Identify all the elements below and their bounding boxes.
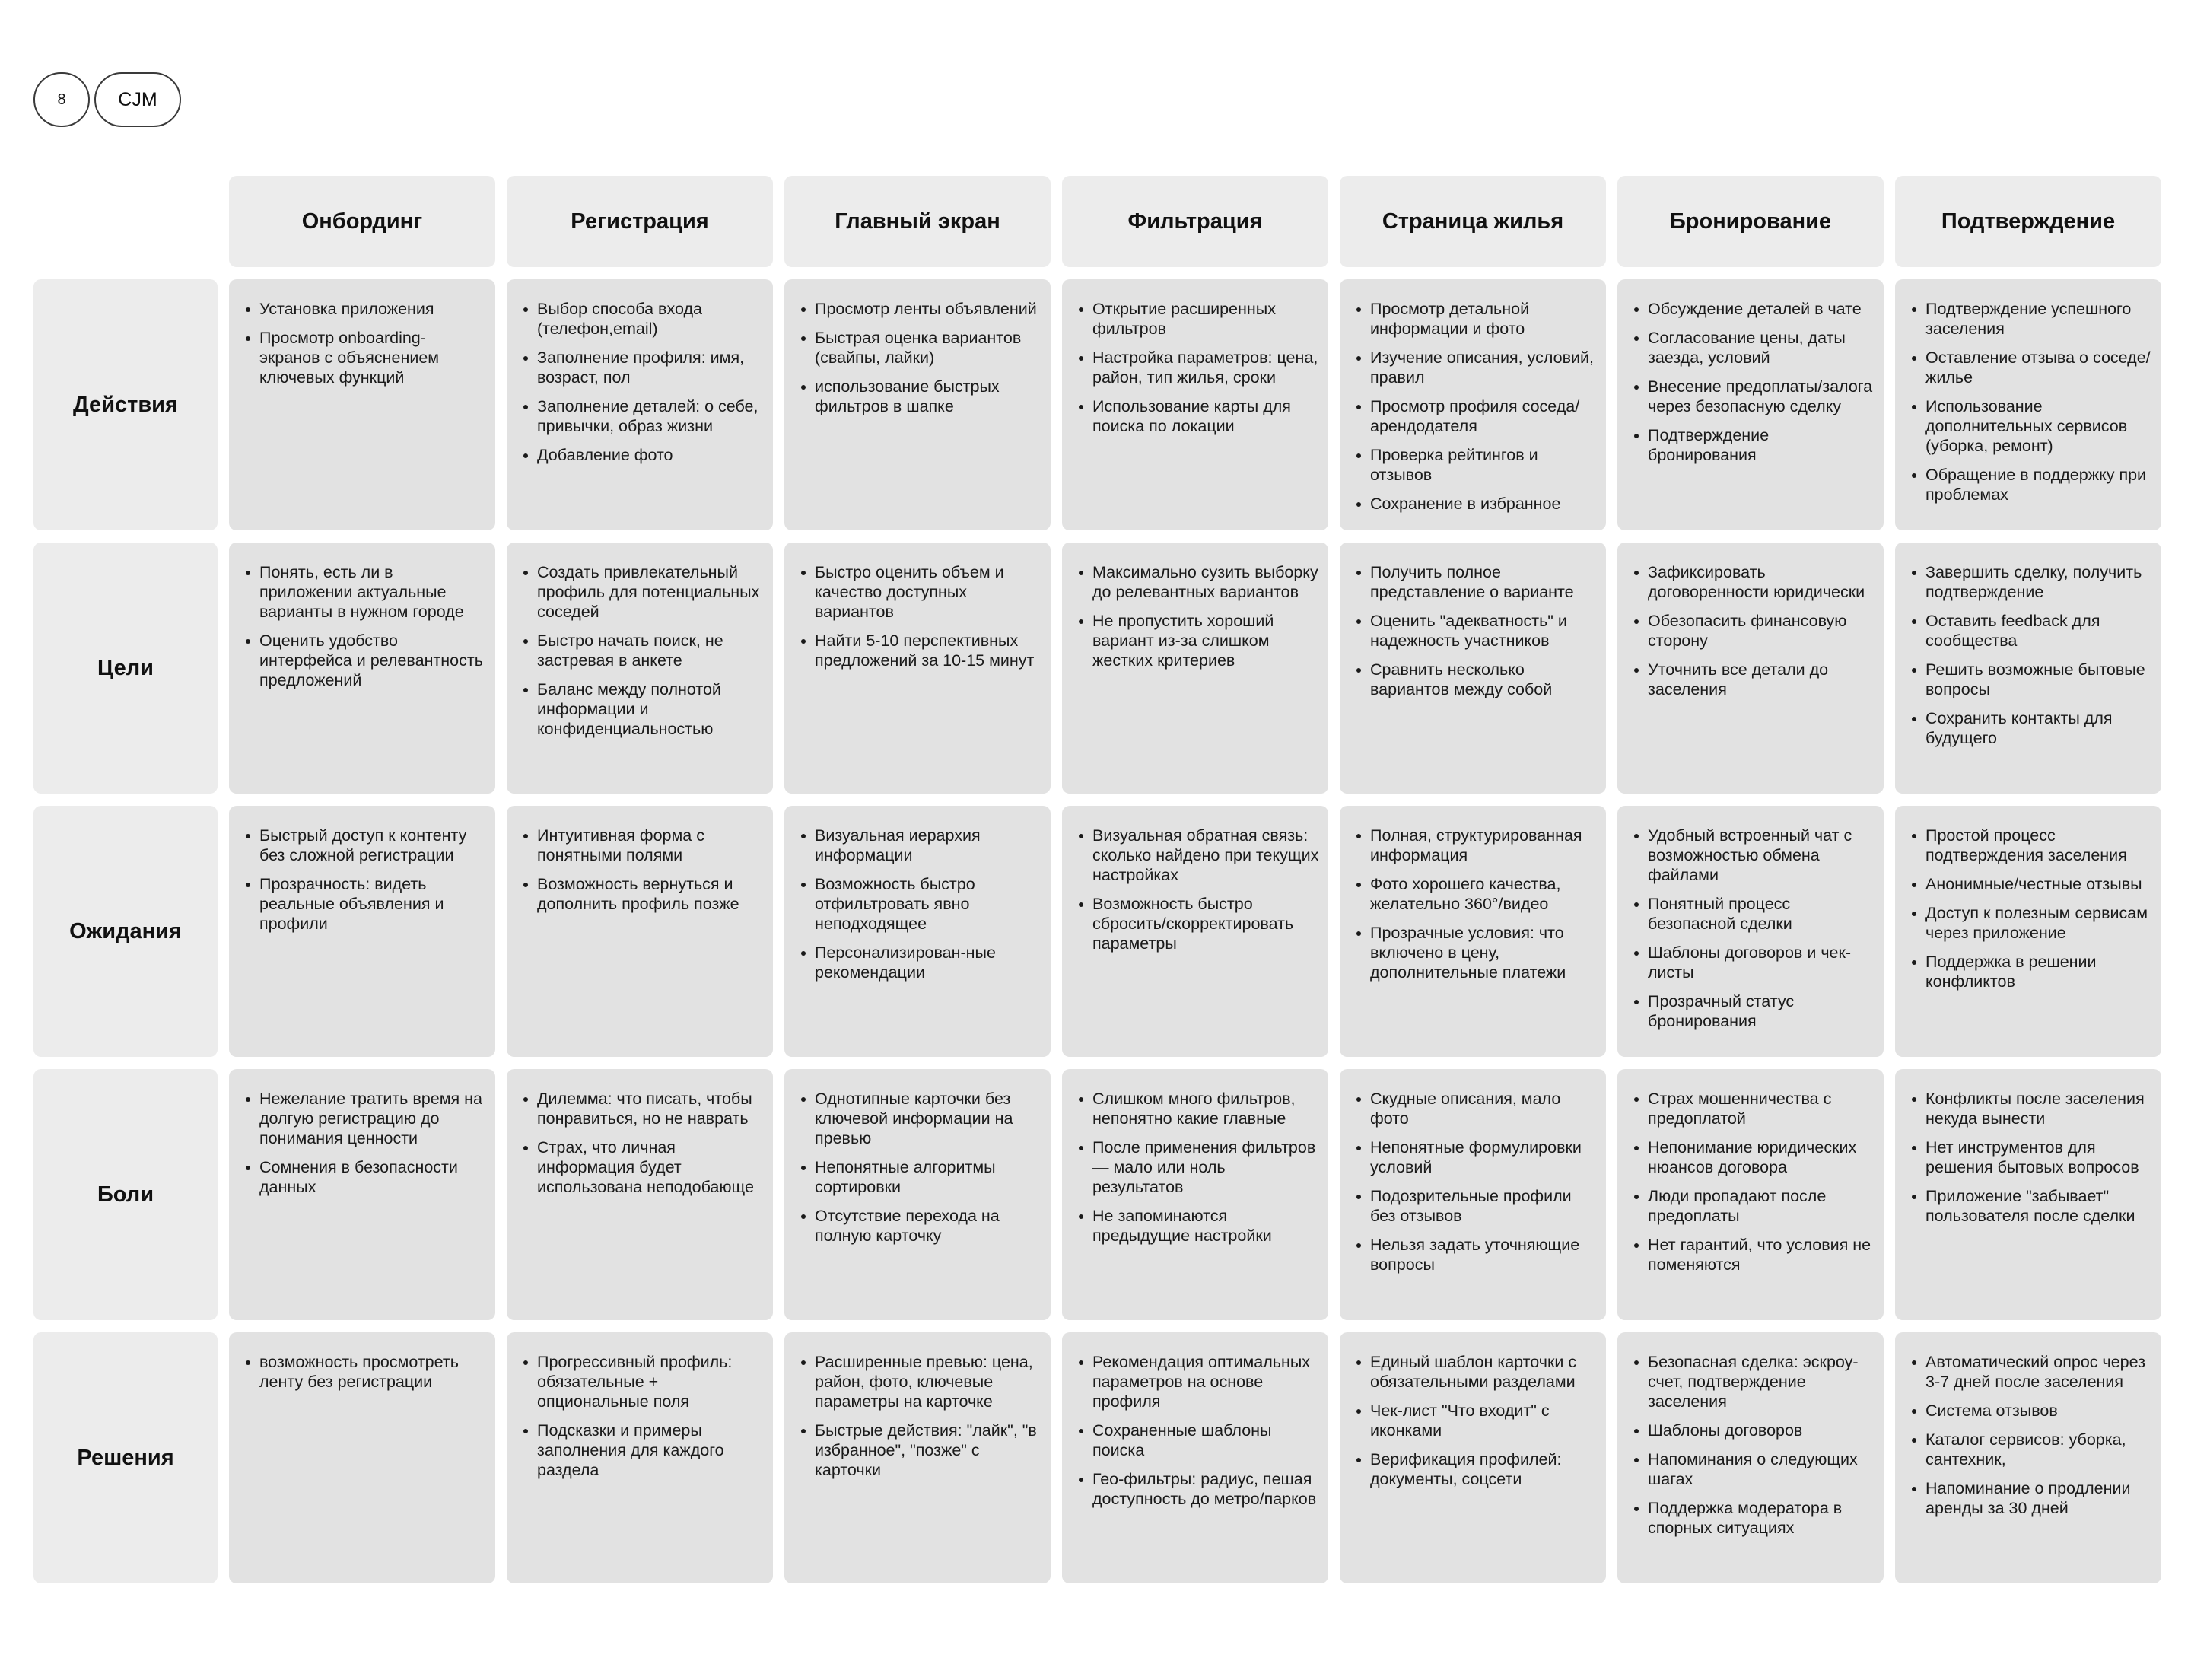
bullet-item: Сохранить контакты для будущего	[1925, 708, 2152, 748]
row-header-pains: Боли	[33, 1069, 218, 1320]
bullet-item: Просмотр onboarding-экранов с объяснением ключевых функций	[259, 328, 486, 387]
bullet-item: Заполнение профиля: имя, возраст, пол	[537, 348, 764, 387]
bullet-item: использование быстрых фильтров в шапке	[815, 377, 1041, 416]
bullet-item: Просмотр ленты объявлений	[815, 299, 1041, 319]
bullet-list	[800, 826, 1041, 982]
bullet-item: Внесение предоплаты/залога через безопасную сделку	[1648, 377, 1875, 416]
cell-actions-filtering	[1062, 279, 1328, 530]
bullet-item: Визуальная иерархия информации	[815, 826, 1041, 865]
bullet-item: Конфликты после заселения некуда вынести	[1925, 1089, 2152, 1128]
bullet-item: Нежелание тратить время на долгую регистрацию до понимания ценности	[259, 1089, 486, 1148]
bullet-list	[800, 1352, 1041, 1480]
bullet-item: Максимально сузить выборку до релевантных вариантов	[1092, 563, 1318, 601]
bullet-item: Понять, есть ли в приложении актуальные варианты в нужном городе	[259, 562, 486, 622]
bullet-item: Не запоминаются предыдущие настройки	[1092, 1206, 1319, 1246]
cell-pains-onboarding	[229, 1069, 495, 1320]
bullet-item: Настройка параметров: цена, район, тип жилья, сроки	[1092, 348, 1318, 387]
bullet-list	[522, 299, 764, 465]
table-corner	[33, 176, 218, 267]
bullet-item: Непонятные алгоритмы сортировки	[815, 1157, 1041, 1197]
bullet-item: Сравнить несколько вариантов между собой	[1370, 660, 1597, 699]
cell-goals-filtering	[1062, 542, 1328, 794]
cell-pains-booking	[1617, 1069, 1884, 1320]
bullet-item: Единый шаблон карточки с обязательными разделами	[1370, 1352, 1597, 1392]
bullet-item: Скудные описания, мало фото	[1370, 1089, 1597, 1128]
cell-expectations-registration	[507, 806, 773, 1057]
bullet-item: Нет гарантий, что условия не поменяются	[1648, 1235, 1875, 1274]
bullet-item: Непонятные формулировки условий	[1370, 1138, 1597, 1177]
cell-actions-onboarding	[229, 279, 495, 530]
bullet-item: Верификация профилей: документы, соцсети	[1370, 1449, 1597, 1489]
bullet-item: Заполнение деталей: о себе, привычки, образ жизни	[537, 396, 764, 436]
cell-solutions-listing-page	[1340, 1332, 1606, 1583]
cell-goals-confirmation	[1895, 542, 2161, 794]
bullet-list	[1077, 826, 1319, 953]
bullet-list	[1910, 299, 2152, 504]
cell-solutions-onboarding	[229, 1332, 495, 1583]
cell-goals-registration	[507, 542, 773, 794]
bullet-list	[244, 1089, 486, 1197]
bullet-item: Понятный процесс безопасной сделки	[1648, 894, 1875, 934]
bullet-item: Баланс между полнотой информации и конфиденциальностью	[537, 679, 764, 739]
cell-goals-listing-page	[1340, 542, 1606, 794]
cell-solutions-filtering	[1062, 1332, 1328, 1583]
bullet-list	[1633, 1089, 1875, 1274]
cell-solutions-registration	[507, 1332, 773, 1583]
bullet-list	[522, 826, 764, 914]
bullet-item: Визуальная обратная связь: сколько найдено при текущих настройках	[1092, 826, 1319, 884]
bullet-item: Быстрые действия: "лайк", "в избранное", "позже" с карточки	[815, 1421, 1041, 1480]
bullet-item: Сохраненные шаблоны поиска	[1092, 1421, 1319, 1460]
bullet-item: Согласование цены, даты заезда, условий	[1648, 328, 1875, 368]
stage-header-listing-page: Страница жилья	[1340, 176, 1606, 267]
row-header-goals: Цели	[33, 542, 218, 794]
bullet-list	[522, 562, 764, 739]
bullet-item: Оценить удобство интерфейса и релевантность предложений	[259, 631, 486, 690]
bullet-item: Обсуждение деталей в чате	[1648, 299, 1875, 319]
bullet-item: Подсказки и примеры заполнения для каждого раздела	[537, 1421, 764, 1480]
bullet-list	[1633, 1352, 1875, 1538]
bullet-list	[1077, 1352, 1319, 1509]
bullet-item: Страх, что личная информация будет использована неподобающе	[537, 1138, 764, 1197]
bullet-item: Непонимание юридических нюансов договора	[1648, 1138, 1875, 1177]
bullet-item: Полная, структурированная информация	[1370, 826, 1597, 865]
bullet-list	[1355, 1352, 1597, 1489]
bullet-item: Гео-фильтры: радиус, пешая доступность до метро/парков	[1092, 1469, 1319, 1509]
bullet-item: Шаблоны договоров и чек-листы	[1648, 943, 1875, 982]
bullet-list	[1355, 826, 1597, 982]
bullet-item: Сохранение в избранное	[1370, 494, 1597, 514]
cell-actions-listing-page	[1340, 279, 1606, 530]
bullet-item: Использование дополнительных сервисов (уборка, ремонт)	[1925, 396, 2152, 456]
bullet-item: Возможность быстро отфильтровать явно неподходящее	[815, 874, 1041, 934]
cell-expectations-listing-page	[1340, 806, 1606, 1057]
bullet-item: Нет инструментов для решения бытовых вопросов	[1925, 1138, 2152, 1177]
bullet-item: возможность просмотреть ленту без регистрации	[259, 1352, 486, 1392]
bullet-item: Прозрачность: видеть реальные объявления и профили	[259, 874, 486, 934]
bullet-list	[1077, 1089, 1319, 1246]
bullet-item: Возможность вернуться и дополнить профиль позже	[537, 874, 764, 914]
bullet-list	[1633, 299, 1875, 465]
bullet-list	[522, 1352, 764, 1480]
bullet-item: Интуитивная форма с понятными полями	[537, 826, 764, 865]
bullet-item: Оставить feedback для сообщества	[1925, 611, 2152, 651]
bullet-item: Чек-лист "Что входит" с иконками	[1370, 1401, 1597, 1440]
bullet-list	[1910, 1089, 2152, 1226]
bullet-item: Шаблоны договоров	[1648, 1421, 1875, 1440]
bullet-item: Установка приложения	[259, 299, 486, 319]
bullet-item: Доступ к полезным сервисам через приложение	[1925, 903, 2152, 943]
bullet-item: Прозрачный статус бронирования	[1648, 991, 1875, 1031]
bullet-item: Не пропустить хороший вариант из-за слишком жестких критериев	[1092, 611, 1319, 670]
bullet-item: Оценить "адекватность" и надежность участников	[1370, 611, 1597, 651]
bullet-list	[244, 299, 486, 387]
bullet-item: Нельзя задать уточняющие вопросы	[1370, 1235, 1597, 1274]
cjm-table	[33, 176, 2161, 1583]
bullet-item: Изучение описания, условий, правил	[1370, 348, 1597, 387]
bullet-item: Напоминание о продлении аренды за 30 дней	[1925, 1478, 2152, 1518]
bullet-item: Приложение "забывает" пользователя после сделки	[1925, 1186, 2152, 1226]
cell-goals-booking	[1617, 542, 1884, 794]
bullet-item: Каталог сервисов: уборка, сантехник,	[1925, 1430, 2152, 1469]
bullet-item: Простой процесс подтверждения заселения	[1925, 826, 2152, 865]
top-pills	[33, 72, 181, 127]
bullet-item: Завершить сделку, получить подтверждение	[1925, 562, 2152, 602]
bullet-item: Слишком много фильтров, непонятно какие главные	[1092, 1089, 1319, 1128]
cell-pains-filtering	[1062, 1069, 1328, 1320]
bullet-item: Получить полное представление о варианте	[1370, 562, 1597, 602]
bullet-item: Отсутствие перехода на полную карточку	[815, 1206, 1041, 1246]
bullet-item: Использование карты для поиска по локации	[1092, 396, 1319, 436]
bullet-item: Создать привлекательный профиль для потенциальных соседей	[537, 562, 764, 622]
cell-actions-main-screen	[784, 279, 1051, 530]
page-number-badge: 8	[33, 72, 90, 127]
stage-header-confirmation: Подтверждение	[1895, 176, 2161, 267]
bullet-list	[1355, 562, 1597, 699]
bullet-list	[1077, 562, 1319, 670]
bullet-list	[800, 299, 1041, 416]
bullet-item: Удобный встроенный чат с возможностью обмена файлами	[1648, 826, 1875, 885]
bullet-item: Добавление фото	[537, 445, 764, 465]
bullet-list	[244, 826, 486, 934]
stage-header-filtering: Фильтрация	[1062, 176, 1328, 267]
bullet-list	[1910, 826, 2152, 991]
bullet-list	[1910, 1352, 2152, 1518]
cell-solutions-booking	[1617, 1332, 1884, 1583]
bullet-item: Страх мошенничества с предоплатой	[1648, 1089, 1875, 1128]
bullet-item: Поддержка модератора в спорных ситуациях	[1648, 1498, 1875, 1538]
bullet-item: Подтверждение бронирования	[1648, 425, 1875, 465]
bullet-item: После применения фильтров — мало или ноль результатов	[1092, 1138, 1319, 1197]
bullet-item: Рекомендация оптимальных параметров на основе профиля	[1092, 1352, 1319, 1411]
row-header-expectations: Ожидания	[33, 806, 218, 1057]
cell-expectations-filtering	[1062, 806, 1328, 1057]
cell-actions-booking	[1617, 279, 1884, 530]
cell-expectations-main-screen	[784, 806, 1051, 1057]
cell-goals-onboarding	[229, 542, 495, 794]
bullet-list	[522, 1089, 764, 1197]
bullet-item: Напоминания о следующих шагах	[1648, 1449, 1875, 1489]
bullet-item: Прозрачные условия: что включено в цену, дополнительные платежи	[1370, 923, 1597, 982]
bullet-item: Быстрая оценка вариантов (свайпы, лайки)	[815, 328, 1041, 368]
bullet-item: Расширенные превью: цена, район, фото, ключевые параметры на карточке	[815, 1352, 1041, 1411]
bullet-item: Прогрессивный профиль: обязательные + опциональные поля	[537, 1352, 764, 1411]
row-header-solutions: Решения	[33, 1332, 218, 1583]
cell-pains-main-screen	[784, 1069, 1051, 1320]
bullet-list	[244, 562, 486, 690]
bullet-item: Автоматический опрос через 3-7 дней после заселения	[1925, 1352, 2152, 1392]
bullet-item: Поддержка в решении конфликтов	[1925, 952, 2152, 991]
bullet-item: Уточнить все детали до заселения	[1648, 660, 1875, 699]
bullet-item: Система отзывов	[1925, 1401, 2152, 1421]
cell-expectations-onboarding	[229, 806, 495, 1057]
bullet-list	[1910, 562, 2152, 748]
cell-goals-main-screen	[784, 542, 1051, 794]
bullet-list	[800, 1089, 1041, 1246]
bullet-item: Однотипные карточки без ключевой информации на превью	[815, 1089, 1041, 1148]
section-tag-badge: CJM	[94, 72, 181, 127]
bullet-item: Персонализирован-ные рекомендации	[815, 943, 1041, 982]
bullet-item: Дилемма: что писать, чтобы понравиться, но не наврать	[537, 1089, 764, 1128]
bullet-list	[800, 562, 1041, 670]
bullet-item: Зафиксировать договоренности юридически	[1648, 562, 1875, 602]
bullet-item: Безопасная сделка: эскроу-счет, подтверждение заселения	[1648, 1352, 1875, 1411]
cell-solutions-main-screen	[784, 1332, 1051, 1583]
bullet-item: Подтверждение успешного заселения	[1925, 299, 2152, 339]
bullet-item: Возможность быстро сбросить/скорректировать параметры	[1092, 894, 1319, 953]
bullet-item: Выбор способа входа (телефон,email)	[537, 299, 764, 339]
bullet-item: Обезопасить финансовую сторону	[1648, 611, 1875, 651]
stage-header-booking: Бронирование	[1617, 176, 1884, 267]
bullet-item: Сомнения в безопасности данных	[259, 1157, 486, 1197]
bullet-item: Люди пропадают после предоплаты	[1648, 1186, 1875, 1226]
bullet-item: Обращение в поддержку при проблемах	[1925, 465, 2152, 504]
cell-actions-registration	[507, 279, 773, 530]
bullet-item: Фото хорошего качества, желательно 360°/видео	[1370, 874, 1597, 914]
cell-expectations-confirmation	[1895, 806, 2161, 1057]
cell-pains-confirmation	[1895, 1069, 2161, 1320]
bullet-list	[1633, 562, 1875, 699]
stage-header-main-screen: Главный экран	[784, 176, 1051, 267]
bullet-list	[1355, 1089, 1597, 1274]
stage-header-registration: Регистрация	[507, 176, 773, 267]
cell-actions-confirmation	[1895, 279, 2161, 530]
bullet-item: Анонимные/честные отзывы	[1925, 874, 2152, 894]
cell-pains-listing-page	[1340, 1069, 1606, 1320]
bullet-list	[1633, 826, 1875, 1031]
bullet-list	[1077, 299, 1319, 436]
bullet-item: Оставление отзыва о соседе/жилье	[1925, 348, 2152, 387]
bullet-item: Быстро начать поиск, не застревая в анкете	[537, 631, 764, 670]
bullet-item: Просмотр детальной информации и фото	[1370, 299, 1597, 339]
cell-expectations-booking	[1617, 806, 1884, 1057]
cell-solutions-confirmation	[1895, 1332, 2161, 1583]
bullet-item: Быстрый доступ к контенту без сложной регистрации	[259, 826, 486, 865]
bullet-item: Решить возможные бытовые вопросы	[1925, 660, 2152, 699]
bullet-item: Открытие расширенных фильтров	[1092, 299, 1319, 339]
bullet-list	[244, 1352, 486, 1392]
stage-header-onboarding: Онбординг	[229, 176, 495, 267]
row-header-actions: Действия	[33, 279, 218, 530]
bullet-item: Проверка рейтингов и отзывов	[1370, 445, 1597, 485]
bullet-item: Подозрительные профили без отзывов	[1370, 1186, 1597, 1226]
cell-pains-registration	[507, 1069, 773, 1320]
bullet-item: Просмотр профиля соседа/арендодателя	[1370, 396, 1597, 436]
bullet-item: Найти 5-10 перспективных предложений за 10-15 минут	[815, 631, 1041, 670]
bullet-list	[1355, 299, 1597, 514]
bullet-item: Быстро оценить объем и качество доступных вариантов	[815, 562, 1041, 622]
